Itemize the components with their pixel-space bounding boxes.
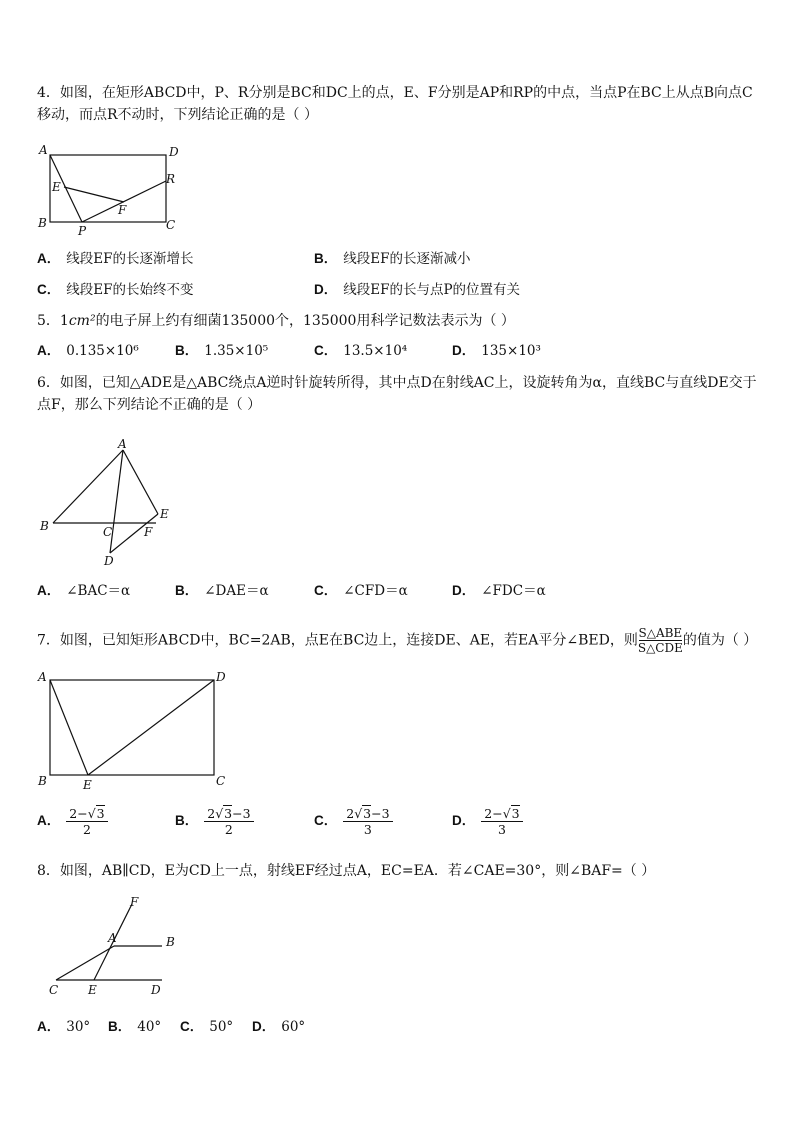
q8-option-b[interactable]: B． 40° [108,1019,162,1035]
q6-option-a[interactable]: A． ∠BAC＝α [37,583,131,599]
q8-option-a[interactable]: A． 30° [37,1019,91,1035]
q5-option-d[interactable]: D． 135×10³ [452,343,541,359]
q7-stem: 7．如图，已知矩形ABCD中，BC=2AB，点E在BC边上，连接DE、AE，若EA平分∠BED，则 S△ABE S△CDE 的值为（ ） [37,626,758,655]
q8-label-a: A [108,931,117,945]
q8-label-b: B [166,935,175,949]
q7-label-e: E [83,778,92,792]
q8-segment-ca [56,946,114,980]
q4-label-a: A [39,143,48,157]
q6-label-c: C [103,525,113,539]
q4-option-b[interactable]: B． 线段EF的长逐渐减小 [314,251,471,267]
q4-label-r: R [166,172,176,186]
q6-segment-ae [123,450,158,514]
q7-area-ratio: S△ABE S△CDE [637,626,683,655]
q7-label-a: A [38,670,47,684]
q6-figure [38,438,178,573]
q4-label-e: E [52,180,61,194]
q8-label-e: E [88,983,97,997]
q6-label-d: D [104,554,114,568]
q4-label-d: D [169,145,179,159]
q5-stem: 5．1cm²的电子屏上约有细菌135000个，135000用科学记数法表示为（ ） [37,313,515,329]
q8-figure [40,896,190,1001]
q8-stem: 8．如图，AB∥CD，E为CD上一点，射线EF经过点A，EC=EA．若∠CAE=30°，则∠BAF=（ ） [37,863,656,879]
q4-figure [36,143,186,238]
q6-option-c[interactable]: C． ∠CFD＝α [314,583,408,599]
q6-stem: 6．如图，已知△ADE是△ABC绕点A逆时针旋转所得，其中点D在射线AC上，设旋转角为α，直线BC与直线DE交于点F，那么下列结论不正确的是（ ） [37,375,757,413]
q7-segment-ae [50,680,88,775]
q4-stem: 4．如图，在矩形ABCD中，P、R分别是BC和DC上的点，E、F分别是AP和RP的中点，当点P在BC上从点B向点C移动，而点R不动时，下列结论正确的是（ ） [37,85,753,123]
q6-option-d[interactable]: D． ∠FDC＝α [452,583,546,599]
q8-option-d[interactable]: D． 60° [252,1019,306,1035]
q7-segment-de [88,680,214,775]
q6-label-a: A [118,437,127,451]
q4-option-d[interactable]: D． 线段EF的长与点P的位置有关 [314,282,521,298]
q4-label-f: F [118,203,127,217]
q6-segment-ab [53,450,123,523]
q7-rectangle [50,680,214,775]
q6-label-b: B [40,519,49,533]
q8-label-f: F [130,895,139,909]
q7-figure [36,667,236,795]
q4-label-c: C [166,218,176,232]
q8-option-c[interactable]: C． 50° [180,1019,234,1035]
q5-option-a[interactable]: A． 0.135×10⁶ [37,343,139,359]
q4-option-a[interactable]: A． 线段EF的长逐渐增长 [37,251,194,267]
q8-label-d: D [151,983,161,997]
q4-rectangle [50,155,166,222]
q6-option-b[interactable]: B． ∠DAE＝α [175,583,269,599]
q5-option-b[interactable]: B． 1.35×10⁵ [175,343,269,359]
q6-label-e: E [160,507,169,521]
q4-label-p: P [78,224,87,238]
q8-label-c: C [49,983,59,997]
q7-option-d[interactable]: D． $\frac{2-√3}{3}$ [452,806,523,837]
q7-option-c[interactable]: C． $\frac{2√3-3}{3}$ [314,806,393,837]
q7-option-a[interactable]: A． $\frac{2-√3}{2}$ [37,806,108,837]
q6-label-f: F [144,525,153,539]
q4-option-c[interactable]: C． 线段EF的长始终不变 [37,282,194,298]
q7-label-c: C [216,774,226,788]
q4-segment-ef [64,187,124,202]
q7-label-b: B [38,774,47,788]
q7-option-b[interactable]: B． $\frac{2√3-3}{2}$ [175,806,254,837]
q5-option-c[interactable]: C． 13.5×10⁴ [314,343,408,359]
q4-label-b: B [38,216,47,230]
q7-label-d: D [216,670,226,684]
